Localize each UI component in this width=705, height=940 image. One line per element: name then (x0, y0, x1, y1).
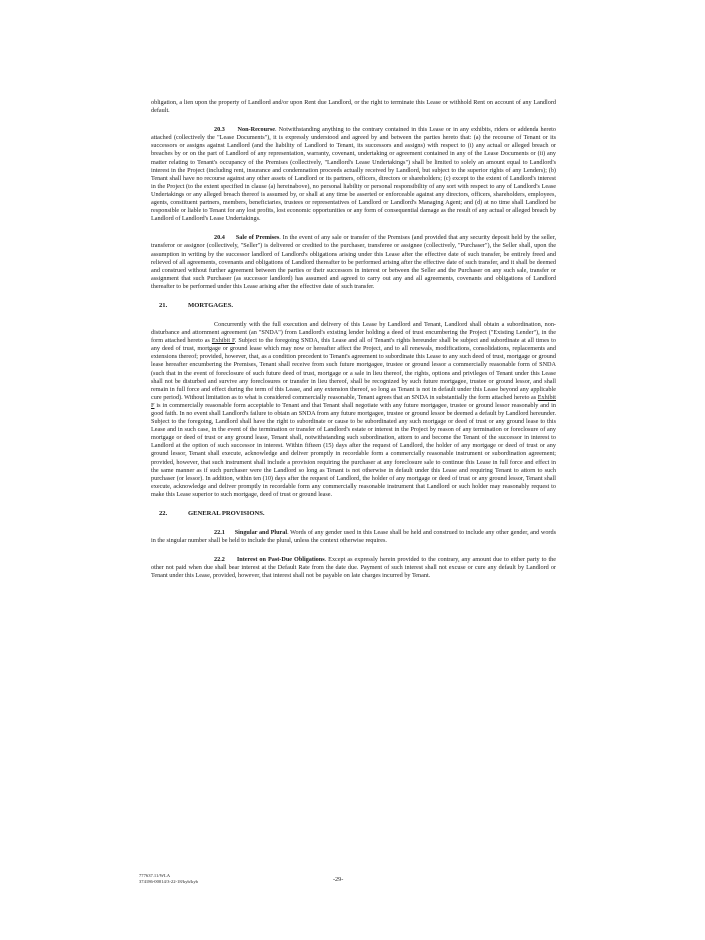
section-number: 21. (159, 301, 168, 309)
section-number: 20.3 (214, 126, 225, 134)
document-id-footer (139, 873, 198, 884)
section-body: . Words of any gender used in this Lease shall be held and construed to include any other gender, and words in the singular number shall be held to include the plural, unless the context otherwise requires. (151, 529, 556, 545)
section-22-2 (151, 556, 556, 580)
section-title: Non-Recourse (237, 126, 275, 134)
section-21-body (151, 321, 556, 499)
section-body-part: Concurrently with the full execution and delivery of this Lease by Landlord and Tenant, Landlord shall obtain a subordination, non-disturbance and attornment agreement (an "SNDA") from Landlord's existing lender holding a deed of trust encumbering the Project ("Existing Lender"), in the form attached hereto as (151, 320, 556, 345)
document-id-line: 374186-00014/3-22-18/kyb/kyb (139, 878, 198, 884)
section-22-1 (151, 529, 556, 545)
section-title: MORTGAGES. (188, 301, 234, 309)
section-body: . In the event of any sale or transfer of the Premises (and provided that any security deposit held by the seller, transferor or assignor (collectively, "Seller") is delivered or credited to the purchaser, transferee or assignee (collectively, "Purchaser"), the Seller shall, upon the assumption in writing by the successor landlord of Landlord's obligations arising under this Lease after the effective date of such transfer, be entirely freed and relieved of all agreements, covenants and obligations of Landlord thereafter to be performed arising after the effective date of such transfer, and it shall be deemed and construed without further agreement between the parties or their successors in interest or between the Seller and the Purchaser on any such sale, transfer or assignment that such Purchaser (as successor landlord) has assumed and agreed to carry out any and all agreements, covenants and obligations of Landlord thereafter to be performed under this Lease arising after the effective date of such transfer. (151, 234, 556, 290)
section-title: Sale of Premises (235, 234, 280, 242)
section-22-heading (151, 510, 556, 518)
section-body: . Notwithstanding anything to the contrary contained in this Lease or in any exhibits, riders or addenda hereto attached (collectively the "Lease Documents"), it is expressly understood and agreed by and between the parties hereto that: (a) the recourse of Tenant or its successors or assigns against Landlord (and the liability of Landlord to Tenant, its successors and assigns) with respect to (i) any actual or alleged breach or breaches by or on the part of Landlord of any representation, warranty, covenant, undertaking or agreement contained in any of the Lease Documents or (ii) any matter relating to Tenant's occupancy of the Premises (collectively, "Landlord's Lease Undertakings") shall be limited to solely an amount equal to Landlord's interest in the Project (including rent, insurance and condemnation proceeds actually received by Landlord, but subject to the superior rights of any Lenders); (b) Tenant shall have no recourse against any other assets of Landlord or its partners, officers, directors or shareholders; (c) except to the extent of Landlord's interest in the Project (to the extent specified in clause (a) hereinabove), no personal liability or personal responsibility of any sort with respect to any of Landlord's Lease Undertakings or any alleged breach thereof is assumed by, or shall at any time be asserted or enforceable against any directors, officers, shareholders, employees, agents, constituent partners, members, beneficiaries, trustees or representatives of Landlord or Landlord's Managing Agent; and (d) at no time shall Landlord be responsible or liable to Tenant for any lost profits, lost economic opportunities or any form of consequential damage as the result of any actual or alleged breach by Landlord of Landlord's Lease Undertakings. (151, 126, 556, 223)
document-body (151, 99, 556, 592)
section-number: 22.2 (214, 556, 225, 564)
section-number: 20.4 (214, 234, 225, 242)
exhibit-f-reference: Exhibit F (211, 337, 235, 345)
page-number: -29- (333, 876, 344, 883)
intro-paragraph: obligation, a lien upon the property of Landlord and/or upon Rent due Landlord, or the right to terminate this Lease or withhold Rent on account of any Landlord default. (151, 99, 556, 115)
section-20-3 (151, 126, 556, 223)
section-title: GENERAL PROVISIONS. (188, 510, 265, 518)
exhibit-f-reference: Exhibit F (151, 393, 556, 409)
section-body-part: is in commercially reasonable form acceptable to Tenant and that Tenant shall negotiate with any future mortgagee, trustee or ground lessor reasonably and in good faith. In no event shall Landlord's failure to obtain an SNDA from any future mortgagee, trustee or ground lessor be deemed a default by Landlord hereunder. Subject to the foregoing, Landlord shall have the right to subordinate or cause to be subordinated any such mortgage or deed of trust or any ground lease to this Lease and in such case, in the event of the termination or transfer of Landlord's estate or interest in the Project by reason of any termination or foreclosure of any mortgage or deed of trust or any ground lease, Tenant shall, notwithstanding such subordination, attorn to and become the Tenant of the successor in interest to Landlord at the option of such successor in interest. Within fifteen (15) days after the request of Landlord, the holder of any mortgage or deed of trust or any ground lessor, Tenant shall execute, acknowledge and deliver promptly in recordable form a commercially reasonable instrument or subordination agreement; provided, however, that such instrument shall include a provision requiring the purchaser at any foreclosure sale to continue this Lease in full force and effect in the same manner as if such purchaser were the Landlord so long as Tenant is not otherwise in default under this Lease and requiring Tenant to attorn to such purchaser (or lessor). In addition, within ten (10) days after the request of Landlord, the holder of any mortgage or deed of trust or any ground lessor, Tenant shall execute, acknowledge and deliver promptly in recordable form any commercially reasonable instrument that Landlord or such holder may reasonably request to make this Lease superior to such mortgage, deed of trust or ground lease. (151, 401, 556, 498)
section-21-heading (151, 302, 556, 310)
section-number: 22.1 (214, 529, 225, 537)
section-body: . Except as expressly herein provided to the contrary, any amount due to either party to the other not paid when due shall bear interest at the Default Rate from the date due. Payment of such interest shall not excuse or cure any default by Landlord or Tenant under this Lease, provided, however, that interest shall not be payable on late charges incurred by Tenant. (151, 556, 557, 580)
section-title: Interest on Past-Due Obligations (236, 556, 325, 564)
section-20-4 (151, 234, 556, 291)
section-title: Singular and Plural (234, 529, 288, 537)
document-id-line: 777637.11/WLA (139, 873, 171, 878)
section-number: 22. (159, 510, 168, 518)
section-body-part: . Subject to the foregoing SNDA, this Lease and all of Tenant's rights hereunder shall be subject and subordinate at all times to any deed of trust, mortgage or ground lease which may now or hereafter affect the Project, and to all renewals, modifications, consolidations, replacements and extensions thereof; provided, however, that, as a condition precedent to Tenant's agreement to subordinate this Lease to any such deed of trust, mortgage or ground lease hereafter encumbering the Premises, Tenant shall receive from such future mortgagee, trustee or ground lessor a commercially reasonable form of SNDA (such that in the event of foreclosure of such future deed of trust, mortgage or a sale in lieu thereof, the rights, options and privileges of Tenant under this Lease shall not be disturbed and survive any foreclosures or transfer in lieu thereof, shall be recognized by such future mortgagee, trustee or ground lessor, and shall remain in full force and effect during the term of this Lease, and any extension thereof, so long as Tenant is not in default under this Lease beyond any applicable cure period). Without limitation as to what is considered commercially reasonable, Tenant agrees that an SNDA in substantially the form attached hereto as (151, 337, 556, 401)
